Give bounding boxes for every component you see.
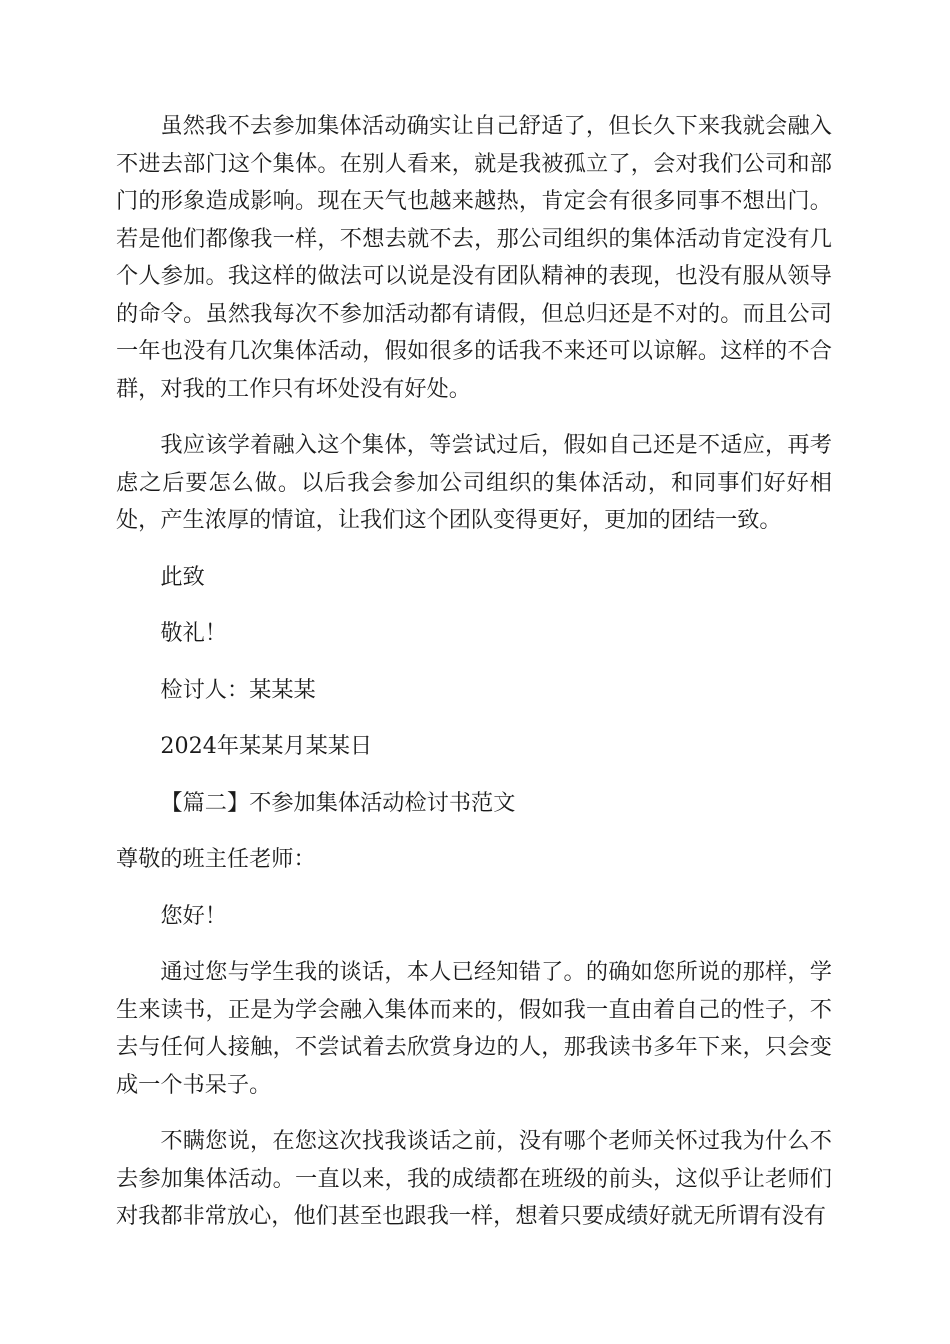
body-paragraph: 通过您与学生我的谈话，本人已经知错了。的确如您所说的那样，学生来读书，正是为学会融入集体而来的，假如我一直由着自己的性子，不去与任何人接触，不尝试着去欣赏身边的人，那我读书多年下来，只会变成一个书呆子。 [116,959,832,1098]
body-paragraph: 不瞒您说，在您这次找我谈话之前，没有哪个老师关怀过我为什么不去参加集体活动。一直以来，我的成绩都在班级的前头，这似乎让老师们对我都非常放心，他们甚至也跟我一样，想着只要成绩好就无所谓有没有 [116,1128,832,1229]
body-paragraph: 虽然我不去参加集体活动确实让自己舒适了，但长久下来我就会融入不进去部门这个集体。在别人看来，就是我被孤立了，会对我们公司和部门的形象造成影响。现在天气也越来越热，肯定会有很多同事不想出门。若是他们都像我一样，不想去就不去，那公司组织的集体活动肯定没有几个人参加。我这样的做法可以说是没有团队精神的表现，也没有服从领导的命令。虽然我每次不参加活动都有请假，但总归还是不对的。而且公司一年也没有几次集体活动，假如很多的话我不来还可以谅解。这样的不合群，对我的工作只有坏处没有好处。 [116,113,832,402]
addressee-line: 尊敬的班主任老师： [116,846,316,872]
greeting-line: 您好！ [160,902,227,929]
date-line: 2024年某某月某某日 [160,733,373,759]
signature-line: 检讨人：某某某 [160,676,316,703]
document-page [116,108,832,1236]
body-paragraph: 我应该学着融入这个集体，等尝试过后，假如自己还是不适应，再考虑之后要怎么做。以后我会参加公司组织的集体活动，和同事们好好相处，产生浓厚的情谊，让我们这个团队变得更好，更加的团结一致。 [116,432,832,533]
section-heading: 【篇二】不参加集体活动检讨书范文 [160,789,516,816]
closing-respect: 敬礼！ [160,620,227,646]
closing-salutation: 此致 [160,563,205,590]
